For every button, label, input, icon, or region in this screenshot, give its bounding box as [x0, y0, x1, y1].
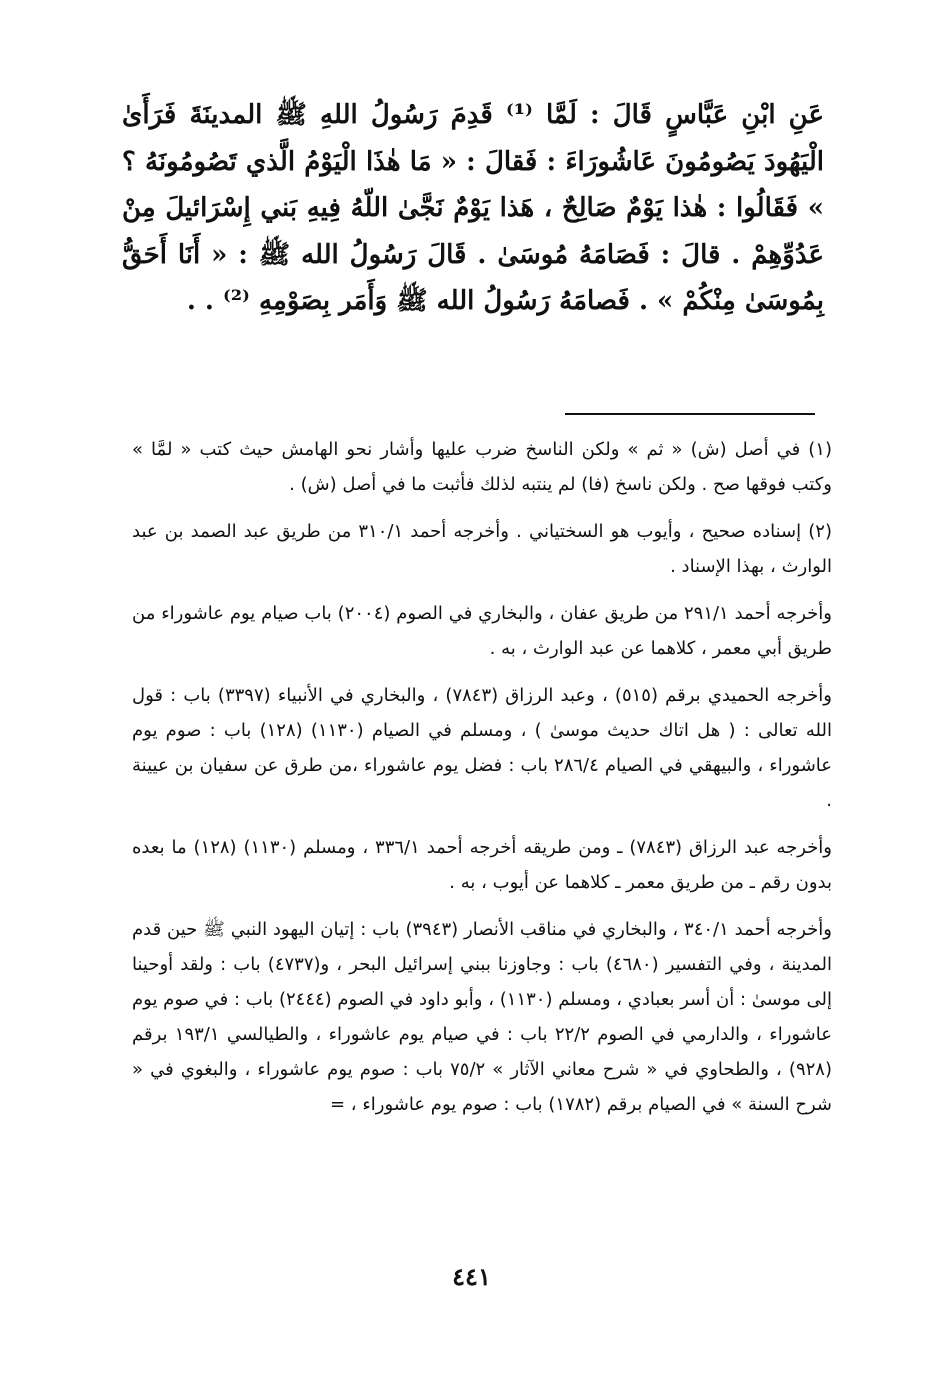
footnote-paragraph: وأخرجه أحمد ٢٩١/١ من طريق عفان ، والبخاري في الصوم (٢٠٠٤) باب صيام يوم عاشوراء من طريق أبي معمر ، كلاهما عن عبد الوارث ، به .: [132, 603, 832, 659]
footnote-paragraph: وأخرجه الحميدي برقم (٥١٥) ، وعبد الرزاق (٧٨٤٣) ، والبخاري في الأنبياء (٣٣٩٧) باب : قول الله تعالى : ( هل اتاك حديث موسىٰ ) ، ومسلم في الصيام (١١٣٠) (١٢٨) باب : صوم يوم عاشوراء ، والبيهقي في الصيام ٢٨٦/٤ باب : فضل يوم عاشوراء ،من طرق عن سفيان بن عيينة .: [132, 685, 833, 811]
footnotes: [132, 432, 832, 1134]
page-number: ٤٤١: [452, 1262, 491, 1291]
footnote-paragraph: وأخرجه عبد الرزاق (٧٨٤٣) ـ ومن طريقه أخرجه أحمد ٣٣٦/١ ، ومسلم (١١٣٠) (١٢٨) ما بعده بدون رقم ـ من طريق معمر ـ كلاهما عن أيوب ، به .: [132, 837, 832, 893]
footnote-1: (١) في أصل (ش) « ثم » ولكن الناسخ ضرب عليها وأشار نحو الهامش حيث كتب « لمَّا » وكتب فوقها صح . ولكن ناسخ (فا) لم ينتبه لذلك فأثبت ما في أصل (ش) .: [132, 439, 832, 495]
footnote-2: (٢) إسناده صحيح ، وأيوب هو السختياني . وأخرجه أحمد ٣١٠/١ من طريق عبد الصمد بن عبد الوارث ، بهذا الإسناد .: [132, 521, 832, 577]
hadith-text: عَنِ ابْنِ عَبَّاسٍ قَالَ : لَمَّا ⁽¹⁾ قَدِمَ رَسُولُ اللهِ ﷺ المدينَةَ فَرَأَىٰ الْيَهُودَ يَصُومُونَ عَاشُورَاءَ : فَقالَ : « مَا هٰذَا الْيَوْمُ الَّذي تَصُومُونَهُ ؟ » فَقَالُوا : هٰذا يَوْمٌ صَالِحٌ ، هَذا يَوْمٌ نَجَّىٰ اللّهُ فِيهِ بَني إِسْرَائيلَ مِنْ عَدُوِّهِمْ . قالَ : فَصَامَهُ مُوسَىٰ . قَالَ رَسُولُ الله ﷺ : « أَنَا أَحَقُّ بِمُوسَىٰ مِنْكُمْ » . فَصامَهُ رَسُولُ الله ﷺ وَأَمَر بِصَوْمِهِ ⁽²⁾ . .: [122, 100, 824, 316]
footnote-separator: [565, 413, 815, 415]
footnote-paragraph: وأخرجه أحمد ٣٤٠/١ ، والبخاري في مناقب الأنصار (٣٩٤٣) باب : إتيان اليهود النبي ﷺ حين قدم المدينة ، وفي التفسير (٤٦٨٠) باب : وجاوزنا ببني إسرائيل البحر ، و(٤٧٣٧) باب : ولقد أوحينا إلى موسىٰ : أن أسر بعبادي ، ومسلم (١١٣٠) ، وأبو داود في الصوم (٢٤٤٤) باب : في صوم يوم عاشوراء ، والدارمي في الصوم ٢٢/٢ باب : في صيام يوم عاشوراء ، والطيالسي ١٩٣/١ برقم (٩٢٨) ، والطحاوي في « شرح معاني الآثار » ٧٥/٢ باب : صوم يوم عاشوراء ، والبغوي في « شرح السنة » في الصيام برقم (١٧٨٢) باب : صوم يوم عاشوراء ، =: [132, 919, 832, 1115]
